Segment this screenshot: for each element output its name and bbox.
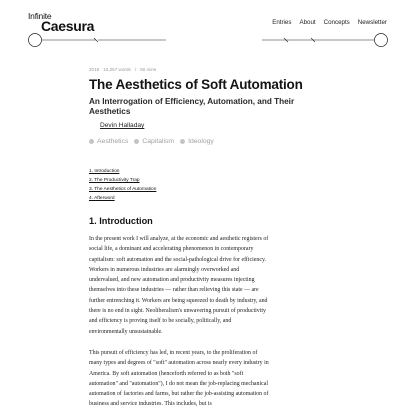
main-nav [272, 19, 387, 26]
tag-dot-icon [134, 139, 139, 144]
toc-item-afterword[interactable]: 4. Afterword [89, 196, 115, 201]
toc-item-introduction[interactable]: 1. Introduction [89, 169, 120, 174]
logo-text-top: Infinite [28, 11, 52, 21]
tag-label: Capitalism [142, 138, 175, 145]
article-year: 2018 [89, 67, 100, 72]
nav-about[interactable]: About [299, 19, 316, 26]
body-paragraph: In the present work I will analyze, at the economic and aesthetic registers of social life, a dominant and accelerating phenomenon in contemporary capitalism: soft automation and the social-pathological drive for efficiency. Workers in numerous industries are alarmingly overworked and undervalued, and new automation and productivity measures injecting themselves into these industries — rather than relieving this state — are further entrenching it. Workers are being squeezed to death by industry, and there is no end in sight. Neoliberalism's unwavering pursuit of productivity and efficiency is proving itself to be socially, politically, and environmentally unsustainable. [89, 236, 269, 335]
article-meta: 2018 10,257 words / 56 mins [89, 67, 157, 72]
logo-text-bottom: Caesura [41, 18, 95, 34]
author-link[interactable]: Devin Halladay [100, 122, 145, 129]
tag-dot-icon [89, 139, 94, 144]
decorative-divider [26, 31, 390, 49]
tag-aesthetics[interactable] [89, 138, 128, 145]
article-word-count: 10,257 words [103, 67, 131, 72]
article-subtitle: An Interrogation of Efficiency, Automation, and Their Aesthetics [89, 97, 295, 116]
table-of-contents [89, 167, 156, 203]
nav-concepts[interactable]: Concepts [323, 19, 350, 26]
tag-ideology[interactable] [180, 138, 214, 145]
article-title: The Aesthetics of Soft Automation [89, 77, 303, 92]
toc-item-aesthetics[interactable]: 3. The Aesthetics of Automation [89, 187, 157, 192]
nav-entries[interactable]: Entries [272, 19, 292, 26]
tag-list [89, 138, 214, 145]
article-read-time: 56 mins [140, 67, 157, 72]
body-paragraph: This pursuit of efficiency has led, in recent years, to the proliferation of many types and degrees of "soft" automation across nearly every industry in America. By soft automation (henceforth referred to as both "soft automation" and "automation"), I do not mean the job-replacing mechanical automation of factories and farms, but rather the job-assisting automation of business and service industries. This includes, but is [89, 350, 269, 408]
site-logo[interactable] [28, 11, 98, 33]
section-heading: 1. Introduction [89, 216, 153, 226]
tag-label: Ideology [188, 138, 214, 145]
tag-capitalism[interactable] [134, 138, 174, 145]
toc-item-productivity-trap[interactable]: 2. The Productivity Trap [89, 178, 140, 183]
left-circle-icon [29, 34, 42, 47]
right-circle-icon [375, 34, 388, 47]
tag-label: Aesthetics [97, 138, 129, 145]
tag-dot-icon [180, 139, 185, 144]
nav-newsletter[interactable]: Newsletter [357, 19, 387, 26]
